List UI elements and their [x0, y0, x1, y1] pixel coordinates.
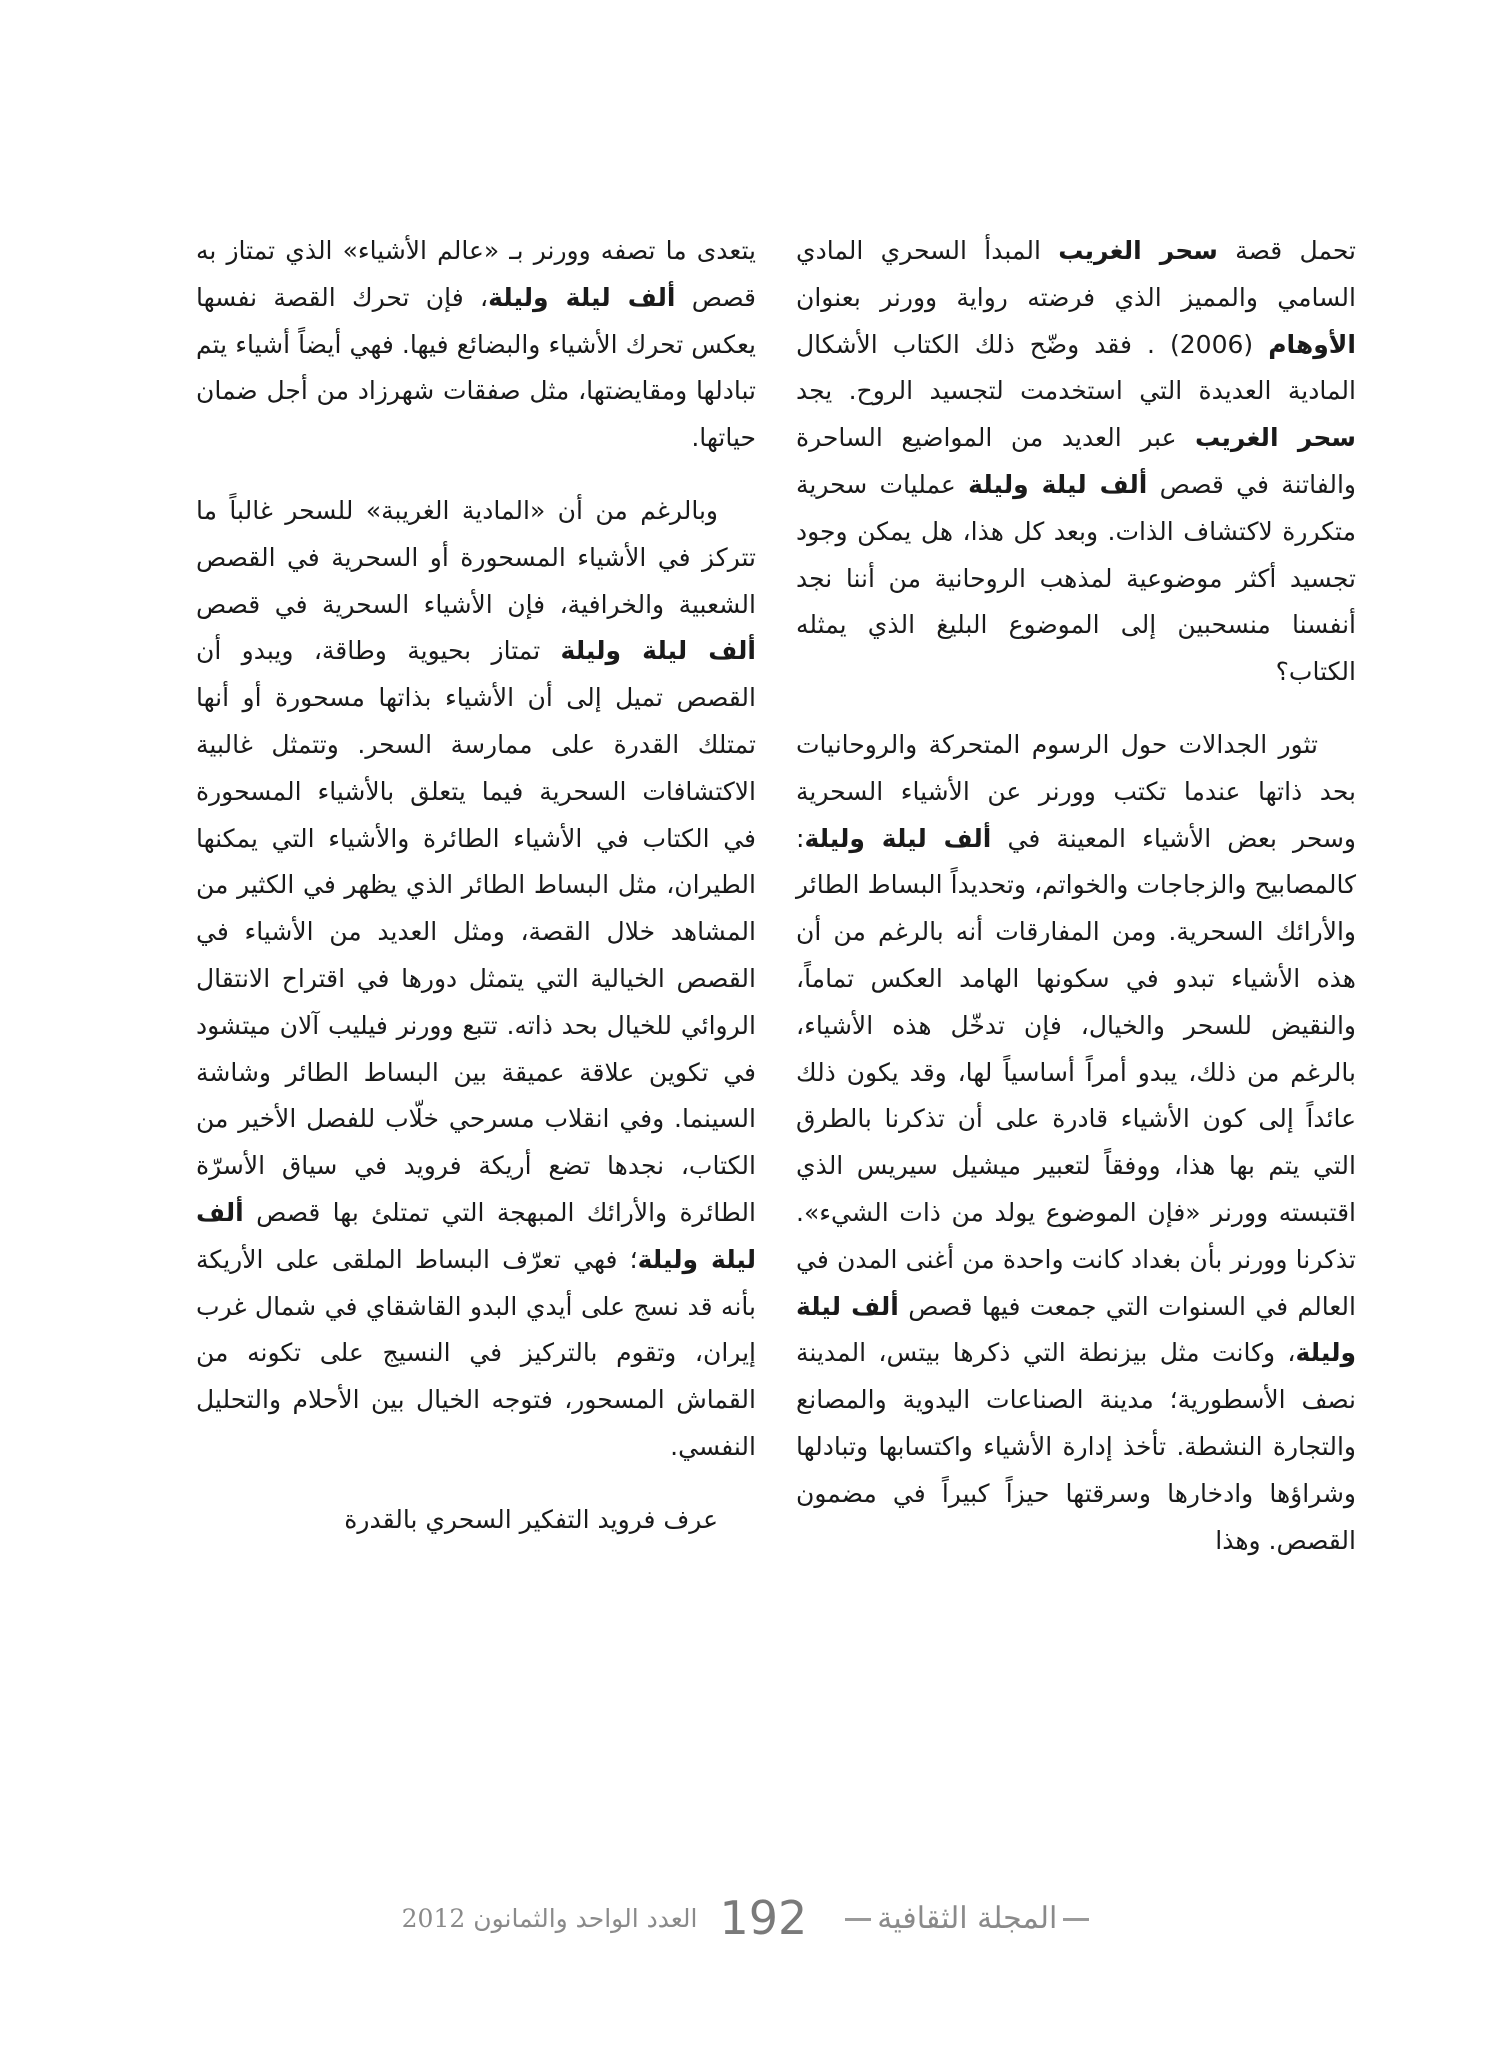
text-run: ؛ فهي تعرّف البساط الملقى على الأريكة بأنه قد نسج على أيدي البدو القاشقاي في شمال غرب إيران، وتقوم بالتركيز في النسيج على تكونه من القماش المسحور، فتوجه الخيال بين الأحلام والتحليل النفسي. [196, 1244, 756, 1461]
page-footer [0, 1892, 1497, 1944]
divider [1063, 1918, 1089, 1921]
bold-title-text: ألف ليلة وليلة [488, 282, 676, 312]
text-run: تحمل قصة [1217, 236, 1356, 265]
bold-title-text: الأوهام [1268, 329, 1356, 359]
text-run: يتعدى ما تصفه وورنر بـ «عالم الأشياء» الذي تمتاز به قصص [196, 236, 756, 312]
magazine-title: المجلة الثقافية [877, 1900, 1058, 1936]
text-run: تمتاز بحيوية وطاقة، ويبدو أن القصص تميل إلى أن الأشياء بذاتها مسحورة أو أنها تمتلك القدرة على ممارسة السحر. وتتمثل غالبية الاكتشافات السحرية فيما يتعلق بالأشياء المسحورة في الكتاب في الأشياء الطائرة والأشياء التي يمكنها الطيران، مثل البساط الطائر الذي يظهر في الكثير من المشاهد خلال القصة، ومثل العديد من الأشياء في القصص الخيالية التي يتمثل دورها في اقتراح الانتقال الروائي للخيال بحد ذاته. تتبع وورنر فيليب آلان ميتشود في تكوين علاقة عميقة بين البساط الطائر وشاشة السينما. وفي انقلاب مسرحي خلّاب للفصل الأخير من الكتاب، نجدها تضع أريكة فرويد في سياق الأسرّة الطائرة والأرائك المبهجة التي تمتلئ بها قصص [196, 636, 756, 1227]
text-run: تثور الجدالات حول الرسوم المتحركة والروحانيات بحد ذاتها عندما تكتب وورنر عن الأشياء السحرية وسحر بعض الأشياء المعينة في [796, 729, 1356, 853]
article-column-right [796, 228, 1356, 1564]
bold-title-text: ألف ليلة وليلة [560, 636, 757, 666]
paragraph [196, 228, 756, 462]
magazine-name [839, 1901, 1095, 1936]
bold-title-text: سحر الغريب [1058, 236, 1218, 265]
issue-label: العدد الواحد والثمانون 2012 [401, 1903, 698, 1933]
text-run: وبالرغم من أن «المادية الغريبة» للسحر غالباً ما تتركز في الأشياء المسحورة أو السحرية في القصص الشعبية والخرافية، فإن الأشياء السحرية في قصص [196, 495, 756, 619]
paragraph [796, 228, 1356, 696]
bold-title-text: سحر الغريب [1195, 423, 1356, 453]
divider [845, 1918, 871, 1921]
paragraph [196, 1497, 756, 1544]
text-run: عمليات سحرية متكررة لاكتشاف الذات. وبعد كل هذا، هل يمكن وجود تجسيد أكثر موضوعية لمذهب الروحانية من أننا نجد أنفسنا منسحبين إلى الموضوع البليغ الذي يمثله الكتاب؟ [796, 469, 1356, 687]
text-run: ، فإن تحرك القصة نفسها يعكس تحرك الأشياء والبضائع فيها. فهي أيضاً أشياء يتم تبادلها ومقايضتها، مثل صفقات شهرزاد من أجل ضمان حياتها. [196, 282, 756, 453]
text-run: (2006) . فقد وضّح ذلك الكتاب الأشكال المادية العديدة التي استخدمت لتجسيد الروح. يجد [796, 329, 1356, 406]
text-run: عبر العديد من المواضيع الساحرة والفاتنة في قصص [796, 423, 1357, 499]
article-column-left [196, 228, 756, 1544]
text-run: عرف فرويد التفكير السحري بالقدرة [344, 1504, 718, 1534]
bold-title-text: ألف ليلة وليلة [796, 1291, 1356, 1368]
text-run: ، وكانت مثل بيزنطة التي ذكرها بيتس، المدينة نصف الأسطورية؛ مدينة الصناعات اليدوية والمصانع والتجارة النشطة. تأخذ إدارة الأشياء واكتسابها وتبادلها وشراؤها وادخارها وسرقتها حيزاً كبيراً في مضمون القصص. وهذا [796, 1338, 1356, 1555]
bold-title-text: ألف ليلة وليلة [968, 469, 1148, 499]
paragraph [196, 488, 756, 1471]
bold-title-text: ألف ليلة وليلة [196, 1197, 756, 1274]
paragraph [796, 722, 1356, 1564]
page-number: 192 [719, 1891, 808, 1945]
text-run: المبدأ السحري المادي السامي والمميز الذي فرضته رواية وورنر بعنوان [796, 236, 1356, 312]
text-run: : كالمصابيح والزجاجات والخواتم، وتحديداً البساط الطائر والأرائك السحرية. ومن المفارقات أنه بالرغم من أن هذه الأشياء تبدو في سكونها الهامد العكس تماماً، والنقيض للسحر والخيال، فإن تدخّل هذه الأشياء، بالرغم من ذلك، يبدو أمراً أساسياً لها، وقد يكون ذلك عائداً إلى كون الأشياء قادرة على أن تذكرنا بالطرق التي يتم بها هذا، ووفقاً لتعبير ميشيل سيريس الذي اقتبسته وورنر «فإن الموضوع يولد من ذات الشيء». تذكرنا وورنر بأن بغداد كانت واحدة من أغنى المدن في العالم في السنوات التي جمعت فيها قصص [796, 823, 1356, 1321]
bold-title-text: ألف ليلة وليلة [804, 823, 992, 853]
